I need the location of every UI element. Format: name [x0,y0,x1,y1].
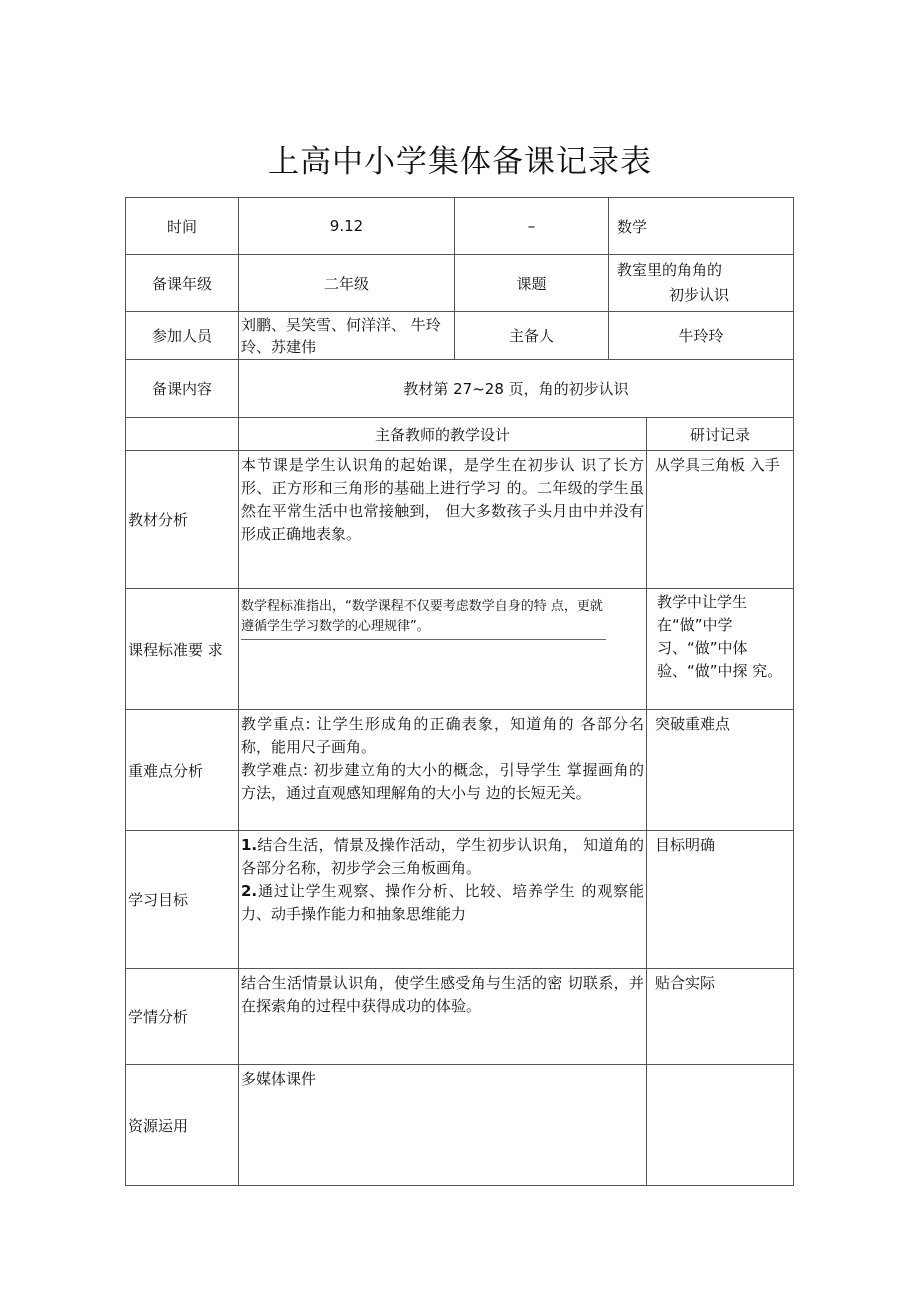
keypoints-cell [239,710,647,831]
goals-note: 目标明确 [647,831,794,969]
row-goals [126,831,794,969]
subject-value: 数学 [609,198,794,255]
goal-1-text: 结合生活，情景及操作活动，学生初步认识角， 知道角的各部分名称，初步学会三角板画角。 [241,836,644,877]
content-value: 教材第 27~28 页，角的初步认识 [239,360,794,418]
textbook-label: 教材分析 [126,451,239,589]
standard-cell [239,589,647,710]
topic-label: 课题 [455,255,609,312]
topic-line-2: 初步认识 [669,286,730,304]
situation-note: 贴合实际 [647,969,794,1065]
standard-label: 课程标准要 求 [126,589,239,710]
key-text: 让学生形成角的正确表象，知道角的 各部分名称，能用尺子画角。 [241,715,644,756]
situation-text: 结合生活情景认识角，使学生感受角与生活的密 切联系，并在探索角的过程中获得成功的体验。 [239,969,647,1065]
record-header: 研讨记录 [647,418,794,451]
keypoints-label: 重难点分析 [126,710,239,831]
keypoints-note: 突破重难点 [647,710,794,831]
standard-text: 数学程标准指出，“数学课程不仅要考虑数学自身的特 点，更就遵循学生学习数学的心理规律”。 [241,597,606,640]
members-label: 参加人员 [126,312,239,360]
goal-2-number: 2. [241,882,258,900]
content-label: 备课内容 [126,360,239,418]
goal-1-number: 1. [241,836,258,854]
goal-1 [241,834,644,880]
design-header: 主备教师的教学设计 [239,418,647,451]
resources-note [647,1065,794,1186]
key-label: 教学重点: [241,715,311,733]
row-header [126,418,794,451]
difficulty-label: 教学难点: [241,761,309,779]
goals-label: 学习目标 [126,831,239,969]
row-resources [126,1065,794,1186]
goals-cell [239,831,647,969]
row-people [126,312,794,360]
topic-line-1: 教室里的角角的 [617,261,723,279]
resources-label: 资源运用 [126,1065,239,1186]
row-grade [126,255,794,312]
difficulty-text: 初步建立角的大小的概念，引导学生 掌握画角的方法，通过直观感知理解角的大小与 边的长短无关。 [241,761,644,802]
page-title: 上高中小学集体备课记录表 [268,144,652,180]
row-time [126,198,794,255]
difficulty-point [241,759,644,805]
time-value: 9.12 [239,198,455,255]
standard-note: 教学中让学生 在“做”中学 习、“做”中体 验、“做”中探 究。 [647,589,794,710]
lesson-record-table [125,197,794,1186]
grade-value: 二年级 [239,255,455,312]
goal-2-text: 通过让学生观察、操作分析、比较、培养学生 的观察能力、动手操作能力和抽象思维能力 [241,882,644,923]
row-textbook [126,451,794,589]
lead-value: 牛玲玲 [609,312,794,360]
topic-value [609,255,794,312]
situation-label: 学情分析 [126,969,239,1065]
time-dash: – [455,198,609,255]
row-keypoints [126,710,794,831]
key-point [241,713,644,759]
resources-text: 多媒体课件 [239,1065,647,1186]
time-label: 时间 [126,198,239,255]
textbook-text: 本节课是学生认识角的起始课，是学生在初步认 识了长方形、正方形和三角形的基础上进行学习 的。二年级的学生虽然在平常生活中也常接触到， 但大多数孩子头月由中并没有形成正确地表象。 [239,451,647,589]
header-empty [126,418,239,451]
lead-label: 主备人 [455,312,609,360]
row-content [126,360,794,418]
textbook-note: 从学具三角板 入手 [647,451,794,589]
members-value: 刘鹏、吴笑雪、何洋洋、 牛玲玲、苏建伟 [239,312,455,360]
row-situation [126,969,794,1065]
row-standard [126,589,794,710]
grade-label: 备课年级 [126,255,239,312]
goal-2 [241,880,644,926]
